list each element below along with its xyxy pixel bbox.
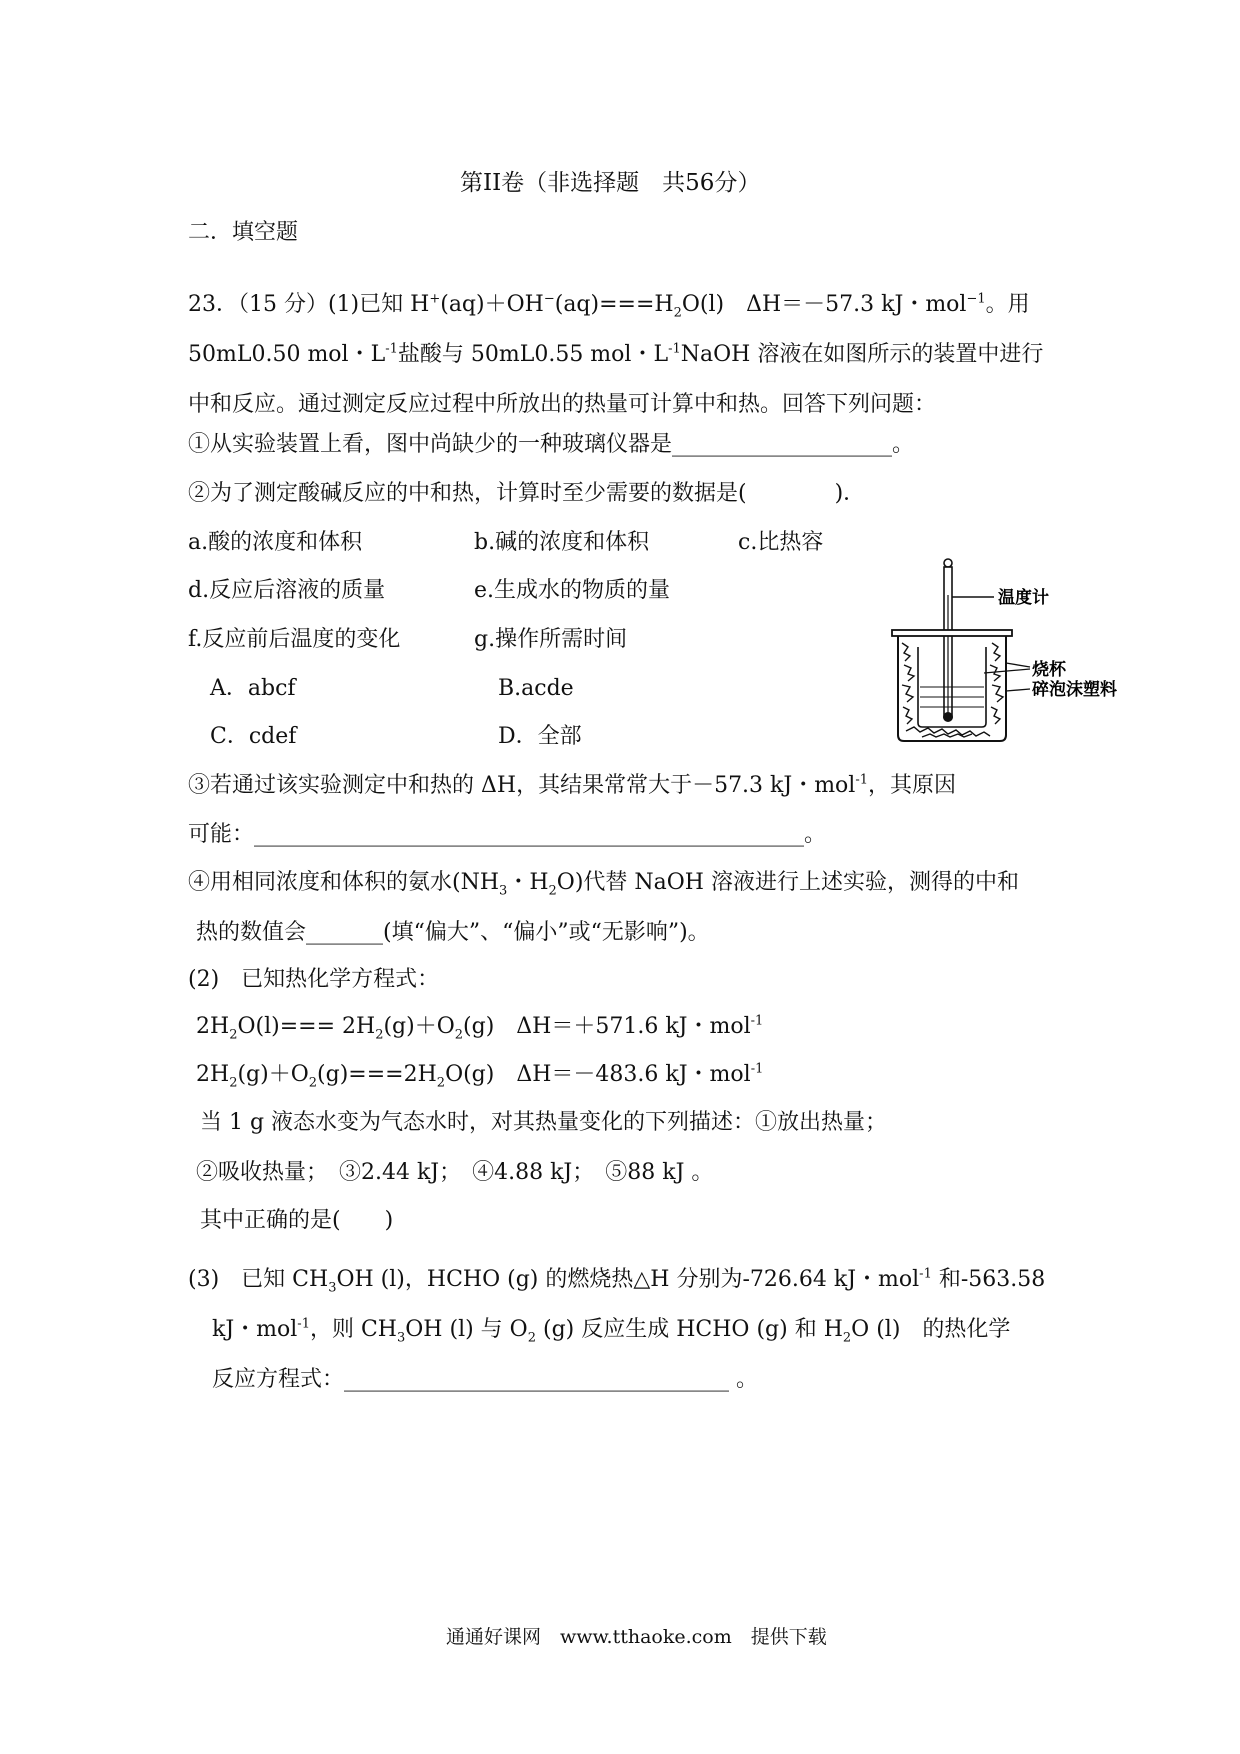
choice-A: A．abcf [210,676,296,701]
choice-C: C．cdef [210,724,297,749]
q23-sub4-line2: 热的数值会_______(填“偏大”、“偏小”或“无影响”)。 [196,920,710,945]
calorimeter-diagram [882,555,1142,755]
footer-note: 通通好课网 www.tthaoke.com 提供下载 [446,1626,827,1648]
part3-line1: (3) 已知 $CH_3OH$ (l)，HCHO (g) 的燃烧热△H 分别为-726.64 kJ・mol$^{-1}$ 和-563.58 [188,1266,1046,1296]
q23-intro: 23．（15 分）(1)已知 $H^+(aq)+OH^-(aq)===H_2O(l)$ ΔH＝－57.3 kJ・mol$^{-1}$。用 [188,291,1030,321]
q23-sub3-line2: 可能：__________________________________________________。 [188,822,827,847]
choice-D: D．全部 [498,724,582,749]
part3-line3: 反应方程式：___________________________________ 。 [212,1367,758,1392]
part2-desc: 当 1 g 液态水变为气态水时，对其热量变化的下列描述：①放出热量； [200,1110,888,1135]
option-g: g.操作所需时间 [474,627,628,652]
equation-2: $2H_2(g)+O_2(g)===2H_2O(g)$ ΔH＝－483.6 kJ・mol$^{-1}$ [196,1061,764,1091]
option-c: c.比热容 [738,530,824,555]
calorimeter-figure [882,555,1142,755]
page-title: 第II卷（非选择题 共56分） [460,170,761,196]
label-foam: 碎泡沫塑料 [1032,680,1117,700]
label-beaker: 烧杯 [1032,660,1066,680]
q23-sub4: ④用相同浓度和体积的氨水($NH_3$・$H_2O$)代替 NaOH 溶液进行上述实验，测得的中和 [188,870,1019,899]
q23-line3: 中和反应。通过测定反应过程中所放出的热量可计算中和热。回答下列问题： [188,392,937,417]
section-heading: 二．填空题 [188,220,299,245]
option-e: e.生成水的物质的量 [474,578,671,603]
option-d: d.反应后溶液的质量 [188,578,386,603]
part3-line2: kJ・mol$^{-1}$，则 $CH_3OH$ (l) 与 $O_2$ (g) 反应生成 HCHO (g) 和 $H_2O$ (l) 的热化学 [212,1316,1011,1346]
part2-ask: 其中正确的是( ) [200,1208,394,1233]
q23-line2: 50mL0.50 mol・$L^{-1}$盐酸与 50mL0.55 mol・$L^{-1}NaOH$ 溶液在如图所示的装置中进行 [188,341,1044,367]
part2-heading: (2) 已知热化学方程式： [188,967,440,992]
option-b: b.碱的浓度和体积 [474,530,650,555]
label-thermometer: 温度计 [998,588,1049,608]
option-f: f.反应前后温度的变化 [188,627,401,652]
part2-items: ②吸收热量； ③2.44 kJ； ④4.88 kJ； ⑤88 kJ 。 [196,1160,714,1185]
q23-sub3: ③若通过该实验测定中和热的 ΔH，其结果常常大于－57.3 kJ・mol$^{-1}$，其原因 [188,772,957,798]
q23-sub2: ②为了测定酸碱反应的中和热，计算时至少需要的数据是( )． [188,481,866,506]
choice-B: B.acde [498,676,574,701]
equation-1: $2H_2O(l)=== 2H_2(g)+O_2(g)$ ΔH＝＋571.6 kJ・mol$^{-1}$ [196,1013,764,1043]
q23-sub1: ①从实验装置上看，图中尚缺少的一种玻璃仪器是____________________。 [188,432,915,457]
option-a: a.酸的浓度和体积 [188,530,363,555]
